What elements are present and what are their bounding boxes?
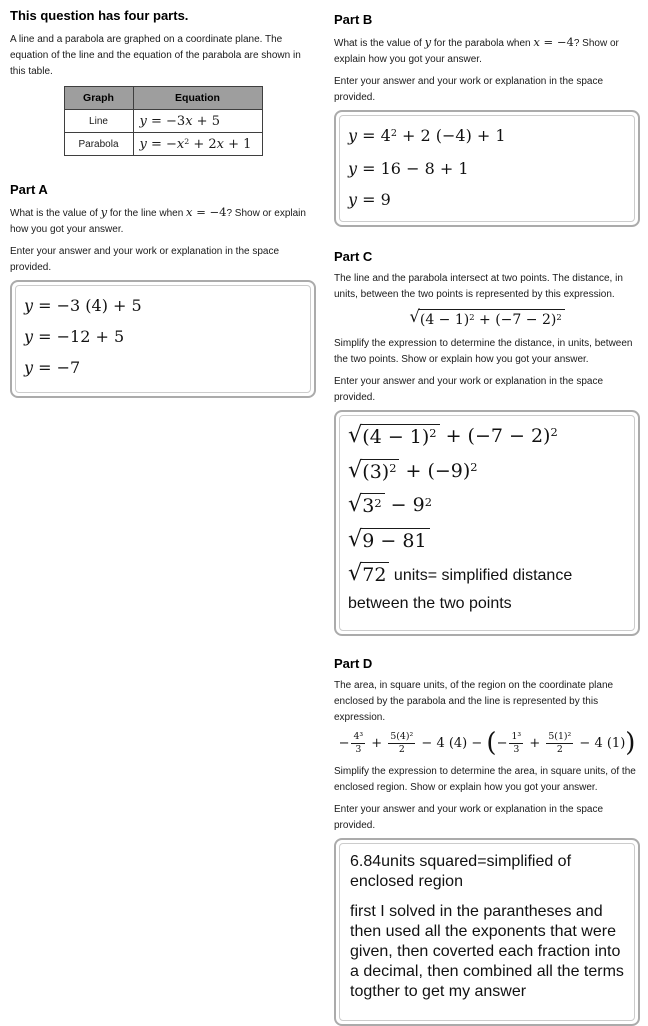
part-d-enter-instruction: Enter your answer and your work or explanation in the space provided.: [334, 803, 604, 831]
part-c-expression: √ $(4 - 1)^2 + (-7 - 2)^2$: [334, 309, 640, 328]
table-row-line: [64, 110, 262, 133]
part-a-enter-instruction: Enter your answer and your work or explanation in the space provided.: [10, 246, 280, 273]
part-c-instruction: Simplify the expression to determine the distance, in units, between the two points. Show or explain how you got your answer.: [334, 338, 633, 366]
part-c-answer-box[interactable]: [334, 410, 640, 636]
part-a-answer-box[interactable]: [10, 280, 316, 398]
part-c-answer-content: √ $(4 - 1)^2$ + $(-7 - 2)^2$ √ $(3)^2$ + $(-9)^2$ √ $3^2$ − $9^2$ √ 9 − 81 √ 72 units= simplified distance between the two points: [339, 415, 635, 631]
part-d-expression: − $\frac{\text{4³}}{3}$ + $\frac{\text{5(4)²}}{2}$ − 4 (4) − (− $\frac{\text{1³}}{3}$ + $\frac{\text{5(1)²}}{2}$ − 4 (1)): [338, 727, 636, 758]
part-c-description: The line and the parabola intersect at two points. The distance, in units, between the two points is represented by this expression.: [334, 273, 623, 300]
part-d-section: [334, 656, 640, 1026]
graph-cell-line: Line: [64, 110, 133, 133]
part-d-instruction: Simplify the expression to determine the area, in square units, of the enclosed region. Show or explain how you got your answer.: [334, 765, 636, 793]
part-a-question: What is the value of y for the line when x = −4? Show or explain how you got your answer.: [10, 205, 306, 235]
question-title: This question has four parts.: [10, 8, 189, 23]
intro-text: A line and a parabola are graphed on a coordinate plane. The equation of the line and the equation of the parabola are shown in this table.: [10, 34, 301, 77]
part-b-section: [334, 12, 640, 227]
part-c-section: [334, 249, 640, 636]
part-a-answer-content: y = −3 (4) + 5 y = −12 + 5 y = −7: [15, 285, 311, 393]
part-a-heading: Part A: [10, 182, 48, 197]
part-c-heading: Part C: [334, 249, 373, 264]
table-header-row: [64, 87, 262, 110]
part-b-answer-content: $y = 4^2 + 2$ (−4) + 1 y = 16 − 8 + 1 y = 9: [339, 115, 635, 222]
table-header-graph: Graph: [64, 87, 133, 110]
part-a-section: [10, 182, 316, 398]
equation-cell-line: y = −3x + 5: [133, 110, 262, 133]
part-b-question: What is the value of y for the parabola when x = −4? Show or explain how you got your answer.: [334, 35, 619, 65]
part-d-heading: Part D: [334, 656, 373, 672]
part-c-enter-instruction: Enter your answer and your work or explanation in the space provided.: [334, 376, 604, 404]
part-d-answer-content: 6.84units squared=simplified of enclosed region first I solved in the parantheses and then used all the exponents that were given, then coverted each fraction into a decimal, then combined all the terms togther to get my answer: [339, 843, 635, 1021]
equation-table: [64, 86, 263, 156]
graph-cell-parabola: Parabola: [64, 133, 133, 156]
right-column: [324, 0, 648, 1026]
table-header-equation: Equation: [133, 87, 262, 110]
table-row-parabola: [64, 133, 262, 156]
part-d-description: The area, in square units, of the region on the coordinate plane enclosed by the parabola and the line is represented by this expression.: [334, 680, 614, 724]
part-d-answer-box[interactable]: [334, 838, 640, 1026]
part-b-answer-box[interactable]: [334, 110, 640, 227]
equation-cell-parabola: $y = -x^2 + 2x + 1$: [133, 133, 262, 156]
part-b-enter-instruction: Enter your answer and your work or explanation in the space provided.: [334, 76, 604, 103]
part-b-heading: Part B: [334, 12, 373, 27]
